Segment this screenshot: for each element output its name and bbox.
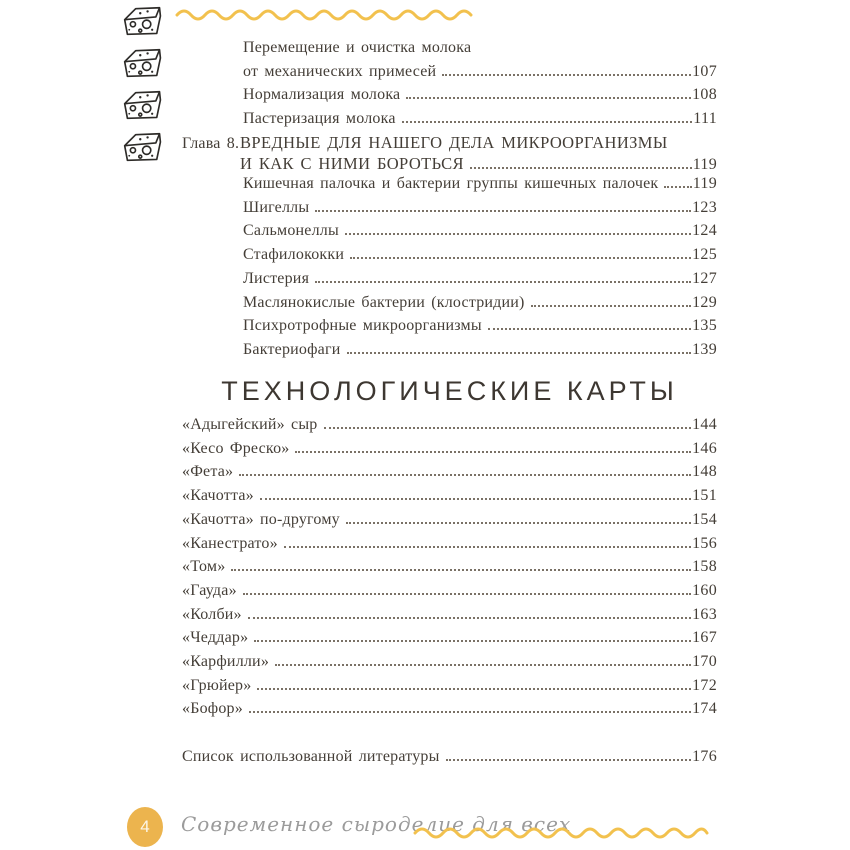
dot-leader [531,305,692,307]
toc-pre-entries-list [243,83,717,130]
toc-entry-label: «Чеддар» [182,629,249,647]
cheese-wedge-icon [121,89,165,122]
dot-leader [257,688,691,690]
dot-leader [488,328,691,330]
toc-chapter-heading [182,133,717,175]
toc-page-number: 174 [692,700,717,718]
toc-entry [182,460,717,484]
toc-entry-label: Список использованной литературы [182,748,440,765]
toc-entry [182,437,717,461]
dot-leader [406,97,691,99]
dot-leader [260,498,691,500]
toc-entry [182,555,717,579]
toc-page-number: 119 [692,155,717,173]
toc-page-number: 124 [692,222,717,240]
toc-entry-label: «Канестрато» [182,534,278,552]
dot-leader [275,664,691,666]
dot-leader [347,352,692,354]
cheese-wedge-icon [121,5,165,38]
toc-entry-label: Бактериофаги [243,340,341,358]
top-wavy-divider [175,4,483,22]
toc-entry-label: Психротрофные микроорганизмы [243,317,482,335]
chapter-title-line [182,133,717,154]
section-heading: ТЕХНОЛОГИЧЕСКИЕ КАРТЫ [221,376,678,406]
toc-entry [182,674,717,698]
toc-entry-label: «Грюйер» [182,676,252,694]
toc-entry-label: Маслянокислые бактерии (клостридии) [243,293,525,311]
chapter-number: Глава 8. [182,135,240,152]
toc-page-number: 154 [692,510,717,528]
toc-entry [243,196,717,220]
toc-entry-label: «Том» [182,558,226,576]
toc-entry [182,745,717,769]
dot-leader [315,281,691,283]
toc-entry-label: Нормализация молока [243,86,401,104]
toc-entry-label: «Адыгейский» сыр [182,416,318,433]
toc-page-number: 167 [692,629,717,647]
cheese-wedge-icon [121,47,165,80]
dot-leader [295,451,691,453]
dot-leader [315,210,691,212]
toc-page-number: 144 [692,416,717,433]
toc-page-number: 170 [692,653,717,671]
dot-leader [284,546,691,548]
toc-entry [243,219,717,243]
page-number-badge [127,807,163,847]
toc-pre-chapter-section [243,36,717,131]
toc-entry-label: «Колби» [182,605,242,623]
toc-entry [182,626,717,650]
toc-entry [243,243,717,267]
toc-page-number: 163 [692,605,717,623]
toc-page-number: 107 [692,62,717,80]
toc-entry [243,36,717,60]
dot-leader [345,233,691,235]
toc-entry [182,532,717,556]
toc-entry [243,107,717,131]
dot-leader [442,74,691,76]
toc-chapter-entries-list [243,172,717,362]
toc-entry [243,291,717,315]
toc-entry [243,60,717,84]
toc-entry [182,650,717,674]
dot-leader [324,427,692,429]
toc-bibliography [182,745,717,769]
toc-entry [182,413,717,437]
toc-page-number: 108 [692,86,717,104]
dot-leader [470,167,692,169]
toc-tech-entries-list [182,413,717,721]
footer-book-title: Современное сыроделие для всех [181,812,572,836]
wavy-line-icon [413,822,713,840]
toc-page-number: 129 [692,293,717,311]
toc-entry-label: «Карфилли» [182,653,270,671]
dot-leader [239,474,691,476]
chapter-title: ВРЕДНЫЕ ДЛЯ НАШЕГО ДЕЛА МИКРООРГАНИЗМЫ [240,133,668,152]
wavy-line-icon [175,4,483,22]
toc-entry-label: Кишечная палочка и бактерии группы кишечных палочек [243,175,659,192]
toc-page-number: 119 [692,175,717,192]
toc-page-number: 158 [692,558,717,576]
toc-page-number: 139 [692,340,717,358]
toc-page-number: 135 [692,317,717,335]
toc-page-number: 123 [692,198,717,216]
toc-page-number: 148 [692,463,717,481]
dot-leader [231,569,691,571]
toc-entry [243,338,717,362]
chapter-title: И КАК С НИМИ БОРОТЬСЯ [240,153,464,173]
page-number: 4 [140,817,150,836]
toc-entry [243,172,717,196]
toc-page-number: 111 [693,110,717,128]
toc-entry-label: Стафилококки [243,246,345,264]
toc-entry-label: «Фета» [182,463,234,481]
toc-page-number: 160 [692,581,717,599]
toc-entry-label: Перемещение и очистка молока [243,39,472,56]
toc-entry-label: «Кесо Фреско» [182,439,290,457]
toc-page-number: 146 [692,439,717,457]
toc-entry [182,508,717,532]
toc-page-number: 151 [692,487,717,505]
toc-entry [243,83,717,107]
toc-entry [243,314,717,338]
toc-entry [182,603,717,627]
toc-entry-label: Пастеризация молока [243,110,396,128]
cheese-wedge-icon [121,131,165,164]
toc-page-number: 125 [692,246,717,264]
toc-entry-label: Шигеллы [243,198,310,216]
dot-leader [346,522,691,524]
toc-entry [182,579,717,603]
dot-leader [350,257,691,259]
toc-page-number: 172 [692,676,717,694]
dot-leader [243,593,691,595]
toc-entry-label: «Гауда» [182,581,237,599]
dot-leader [254,640,691,642]
toc-entry-label: Сальмонеллы [243,222,339,240]
dot-leader [402,121,693,123]
dot-leader [446,759,692,761]
toc-entry [182,484,717,508]
toc-page-number: 127 [692,269,717,287]
toc-page-number: 156 [692,534,717,552]
dot-leader [664,186,691,188]
dot-leader [248,617,691,619]
toc-entry-label: от механических примесей [243,62,437,80]
dot-leader [249,711,691,713]
toc-entry-label: «Бофор» [182,700,243,718]
toc-entry-label: «Качотта» по-другому [182,510,340,528]
toc-page-number: 176 [692,748,717,765]
toc-entry-label: «Качотта» [182,487,254,505]
toc-entry [243,267,717,291]
footer-wavy-divider [413,822,713,840]
toc-entry-label: Листерия [243,269,310,287]
toc-entry [182,697,717,721]
